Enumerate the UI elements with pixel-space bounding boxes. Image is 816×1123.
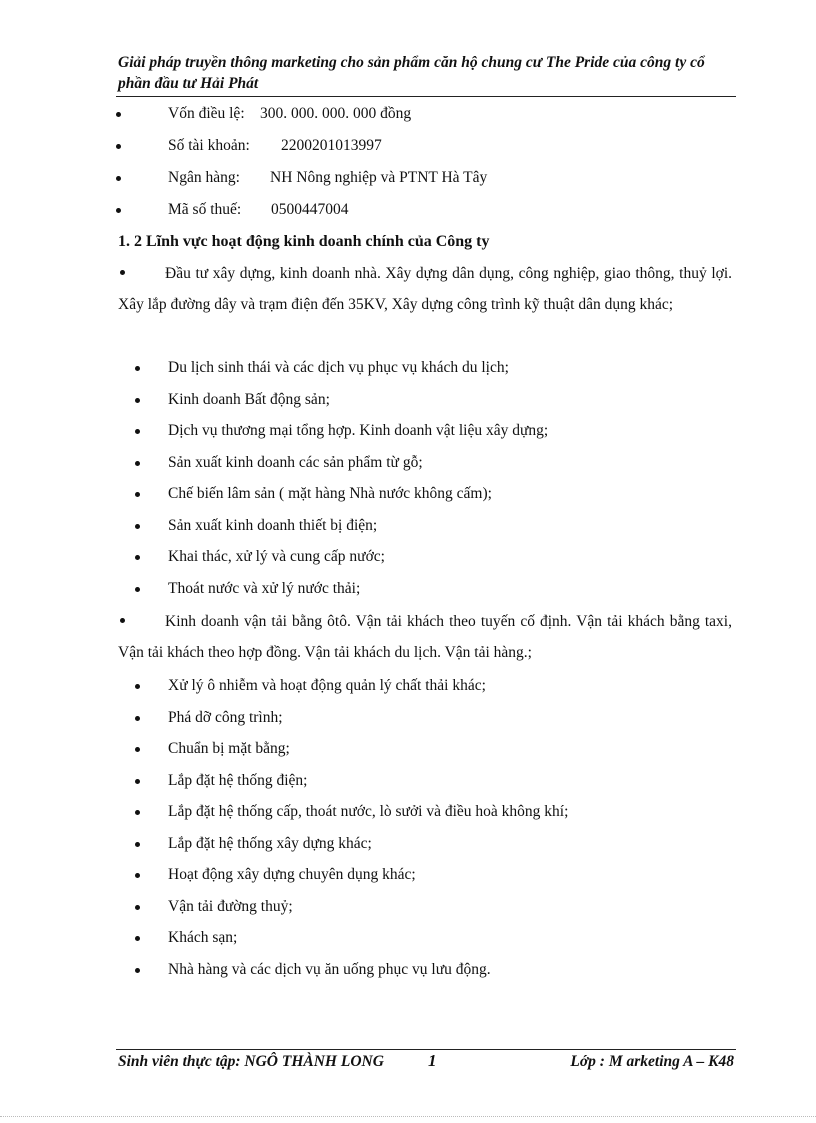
info-value: 0500447004 <box>271 201 349 218</box>
list-item <box>118 514 732 546</box>
info-label: Mã số thuế: <box>168 201 242 218</box>
list-item-text: Khách sạn; <box>168 929 238 946</box>
info-label: Vốn điều lệ: <box>168 105 245 122</box>
info-value: 2200201013997 <box>281 137 382 154</box>
page-header-title: Giải pháp truyền thông marketing cho sản phẩm căn hộ chung cư The Pride của công ty cổ phần đầu tư Hải Phát <box>118 54 705 92</box>
list-item-text: Sản xuất kinh doanh các sản phẩm từ gỗ; <box>168 453 423 471</box>
list-item <box>118 769 732 801</box>
page-number: 1 <box>428 1051 437 1070</box>
bullet-icon <box>120 270 125 275</box>
list-item-text: Xử lý ô nhiễm và hoạt động quản lý chất thải khác; <box>168 677 486 694</box>
business-paragraph-transport <box>118 606 732 668</box>
list-item <box>118 958 732 990</box>
info-item-bank <box>116 166 736 198</box>
bullet-icon <box>135 555 140 560</box>
bullet-icon <box>135 779 140 784</box>
bullet-icon <box>116 208 121 213</box>
list-item <box>118 356 732 388</box>
bullet-icon <box>135 842 140 847</box>
info-value: NH Nông nghiệp và PTNT Hà Tây <box>270 169 488 186</box>
bullet-icon <box>135 587 140 592</box>
info-item-tax <box>116 198 736 230</box>
bullet-icon <box>116 176 121 181</box>
bullet-icon <box>135 873 140 878</box>
list-item-text: Nhà hàng và các dịch vụ ăn uống phục vụ lưu động. <box>168 960 491 978</box>
info-value: 300. 000. 000. 000 đồng <box>260 105 412 122</box>
bullet-icon <box>135 968 140 973</box>
bullet-icon <box>135 747 140 752</box>
bullet-icon <box>135 905 140 910</box>
bullet-icon <box>135 936 140 941</box>
page-footer <box>118 1053 734 1077</box>
list-item <box>118 482 732 514</box>
bullet-icon <box>135 398 140 403</box>
bullet-icon <box>135 524 140 529</box>
list-item-text: Khai thác, xử lý và cung cấp nước; <box>168 548 385 565</box>
bullet-icon <box>120 618 125 623</box>
list-item <box>118 926 732 958</box>
bullet-icon <box>135 492 140 497</box>
list-item <box>118 863 732 895</box>
business-list-1 <box>118 356 732 608</box>
list-item-text: Chế biến lâm sản ( mặt hàng Nhà nước không cấm); <box>168 485 492 502</box>
bullet-icon <box>116 144 121 149</box>
section-heading: 1. 2 Lĩnh vực hoạt động kinh doanh chính của Công ty <box>118 233 490 250</box>
list-item <box>118 800 732 832</box>
list-item <box>118 674 732 706</box>
list-item-text: Kinh doanh Bất động sản; <box>168 390 330 408</box>
company-info-list <box>116 102 736 230</box>
footer-class: Lớp : M arketing A – K48 <box>570 1053 734 1070</box>
bullet-icon <box>116 112 121 117</box>
bullet-icon <box>135 716 140 721</box>
list-item-text: Lắp đặt hệ thống điện; <box>168 771 308 789</box>
bullet-icon <box>135 366 140 371</box>
header-divider <box>116 96 736 97</box>
paragraph-text: Đầu tư xây dựng, kinh doanh nhà. Xây dựng dân dụng, công nghiệp, giao thông, thuỷ lợi. Xây lắp đường dây và trạm điện đến 35KV, Xây dựng công trình kỹ thuật dân dụng khác; <box>118 265 732 313</box>
list-item <box>118 419 732 451</box>
list-item-text: Hoạt động xây dựng chuyên dụng khác; <box>168 866 416 883</box>
footer-student: Sinh viên thực tập: NGÔ THÀNH LONG <box>118 1053 384 1070</box>
list-item-text: Lắp đặt hệ thống xây dựng khác; <box>168 834 372 852</box>
business-paragraph-construction <box>118 258 732 320</box>
list-item-text: Dịch vụ thương mại tổng hợp. Kinh doanh vật liệu xây dựng; <box>168 422 549 439</box>
info-label: Ngân hàng: <box>168 169 240 186</box>
bullet-icon <box>135 429 140 434</box>
list-item <box>118 737 732 769</box>
list-item-text: Vận tải đường thuỷ; <box>168 897 293 915</box>
info-item-account <box>116 134 736 166</box>
list-item <box>118 706 732 738</box>
list-item-text: Du lịch sinh thái và các dịch vụ phục vụ khách du lịch; <box>168 359 509 376</box>
list-item-text: Phá dỡ công trình; <box>168 708 283 726</box>
list-item-text: Thoát nước và xử lý nước thải; <box>168 579 361 597</box>
list-item <box>118 388 732 420</box>
list-item-text: Chuẩn bị mặt bằng; <box>168 740 290 757</box>
page-edge <box>0 1116 816 1117</box>
business-list-2 <box>118 674 732 989</box>
list-item <box>118 832 732 864</box>
list-item-text: Lắp đặt hệ thống cấp, thoát nước, lò sưởi và điều hoà không khí; <box>168 803 569 820</box>
list-item <box>118 451 732 483</box>
footer-divider <box>116 1049 736 1050</box>
list-item-text: Sản xuất kinh doanh thiết bị điện; <box>168 516 378 534</box>
bullet-icon <box>135 461 140 466</box>
bullet-icon <box>135 684 140 689</box>
info-item-capital <box>116 102 736 134</box>
list-item <box>118 895 732 927</box>
info-label: Số tài khoản: <box>168 137 250 154</box>
bullet-icon <box>135 810 140 815</box>
paragraph-text: Kinh doanh vận tải bằng ôtô. Vận tải khách theo tuyến cố định. Vận tải khách bằng taxi, Vận tải khách theo hợp đồng. Vận tải khách du lịch. Vận tải hàng.; <box>118 613 732 661</box>
list-item <box>118 577 732 609</box>
list-item <box>118 545 732 577</box>
